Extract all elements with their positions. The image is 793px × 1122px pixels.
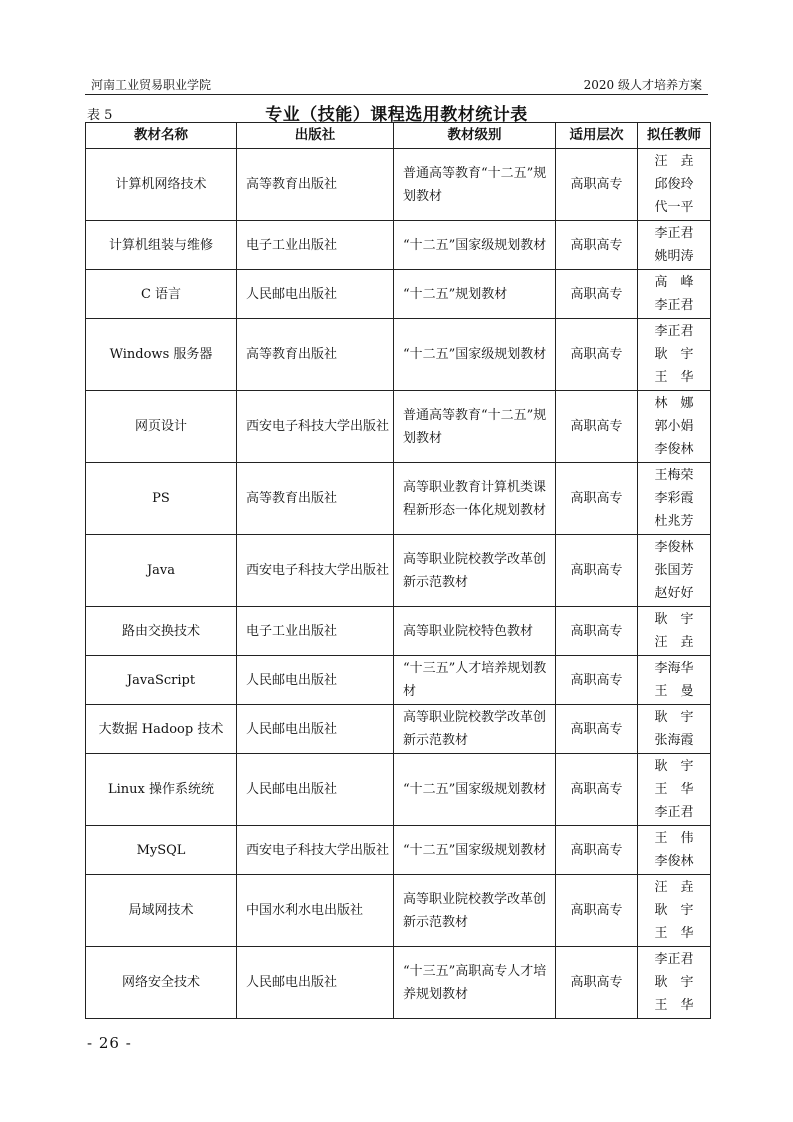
cell-publisher: 高等教育出版社 xyxy=(237,149,394,221)
cell-scope: 高职高专 xyxy=(556,463,638,535)
cell-scope: 高职高专 xyxy=(556,705,638,754)
teacher-name: 李海华 xyxy=(654,661,694,676)
cell-publisher: 人民邮电出版社 xyxy=(237,754,394,826)
teacher-name: 李正君 xyxy=(654,226,694,241)
teacher-name: 汪 垚 xyxy=(654,635,694,650)
cell-level: 高等职业院校教学改革创新示范教材 xyxy=(394,535,556,607)
cell-scope: 高职高专 xyxy=(556,607,638,656)
cell-publisher: 中国水利水电出版社 xyxy=(237,875,394,947)
teacher-name: 王 华 xyxy=(654,370,694,385)
teacher-name: 汪 垚 xyxy=(654,880,694,895)
teacher-name: 赵好好 xyxy=(654,586,694,601)
teacher-name: 王 伟 xyxy=(654,831,694,846)
cell-publisher: 西安电子科技大学出版社 xyxy=(237,391,394,463)
cell-teachers xyxy=(638,391,711,463)
table-row xyxy=(86,754,711,826)
cell-scope: 高职高专 xyxy=(556,754,638,826)
cell-scope: 高职高专 xyxy=(556,391,638,463)
cell-level: “十三五”高职高专人才培养规划教材 xyxy=(394,947,556,1019)
cell-scope: 高职高专 xyxy=(556,826,638,875)
table-header-row xyxy=(86,123,711,149)
teacher-name: 杜兆芳 xyxy=(654,514,694,529)
teacher-name: 王 华 xyxy=(654,998,694,1013)
cell-teachers xyxy=(638,947,711,1019)
cell-publisher: 高等教育出版社 xyxy=(237,463,394,535)
cell-teachers xyxy=(638,705,711,754)
table-caption xyxy=(85,100,708,125)
table-row xyxy=(86,607,711,656)
teacher-name: 王 华 xyxy=(654,926,694,941)
teacher-name: 王梅荣 xyxy=(654,468,694,483)
cell-level: 普通高等教育“十二五”规划教材 xyxy=(394,391,556,463)
teacher-name: 李彩霞 xyxy=(654,491,694,506)
cell-level: “十三五”人才培养规划教材 xyxy=(394,656,556,705)
teacher-name: 耿 宇 xyxy=(654,975,694,990)
cell-publisher: 人民邮电出版社 xyxy=(237,705,394,754)
table-row xyxy=(86,826,711,875)
teacher-name: 李正君 xyxy=(654,324,694,339)
cell-scope: 高职高专 xyxy=(556,875,638,947)
cell-level: 高等职业教育计算机类课程新形态一体化规划教材 xyxy=(394,463,556,535)
cell-textbook-name: 大数据 Hadoop 技术 xyxy=(86,705,237,754)
page-header xyxy=(85,76,708,95)
teacher-name: 张国芳 xyxy=(654,563,694,578)
cell-textbook-name: MySQL xyxy=(86,826,237,875)
cell-teachers xyxy=(638,463,711,535)
cell-textbook-name: Windows 服务器 xyxy=(86,319,237,391)
teacher-name: 张海霞 xyxy=(654,733,694,748)
cell-scope: 高职高专 xyxy=(556,319,638,391)
cell-publisher: 西安电子科技大学出版社 xyxy=(237,826,394,875)
col-header-publisher: 出版社 xyxy=(237,123,394,149)
cell-teachers xyxy=(638,149,711,221)
teacher-name: 李俊林 xyxy=(654,540,694,555)
col-header-name: 教材名称 xyxy=(86,123,237,149)
teacher-name: 耿 宇 xyxy=(654,612,694,627)
table-row xyxy=(86,705,711,754)
cell-textbook-name: 路由交换技术 xyxy=(86,607,237,656)
table-row xyxy=(86,391,711,463)
teacher-name: 李正君 xyxy=(654,298,694,313)
table-body xyxy=(86,149,711,1019)
header-program: 2020 级人才培养方案 xyxy=(583,78,702,92)
cell-scope: 高职高专 xyxy=(556,149,638,221)
teacher-name: 姚明涛 xyxy=(654,249,694,264)
table-row xyxy=(86,149,711,221)
teacher-name: 郭小娟 xyxy=(654,419,694,434)
cell-scope: 高职高专 xyxy=(556,221,638,270)
table-row xyxy=(86,535,711,607)
cell-textbook-name: 计算机组装与维修 xyxy=(86,221,237,270)
page-number: - 26 - xyxy=(87,1034,132,1052)
cell-publisher: 人民邮电出版社 xyxy=(237,656,394,705)
teacher-name: 耿 宇 xyxy=(654,347,694,362)
cell-textbook-name: 计算机网络技术 xyxy=(86,149,237,221)
cell-teachers xyxy=(638,875,711,947)
table-number: 表 5 xyxy=(87,108,113,123)
cell-level: 高等职业院校特色教材 xyxy=(394,607,556,656)
cell-level: “十二五”规划教材 xyxy=(394,270,556,319)
cell-publisher: 电子工业出版社 xyxy=(237,221,394,270)
table-row xyxy=(86,947,711,1019)
cell-scope: 高职高专 xyxy=(556,656,638,705)
teacher-name: 汪 垚 xyxy=(654,154,694,169)
teacher-name: 李俊林 xyxy=(654,442,694,457)
cell-level: “十二五”国家级规划教材 xyxy=(394,221,556,270)
cell-publisher: 人民邮电出版社 xyxy=(237,270,394,319)
cell-scope: 高职高专 xyxy=(556,270,638,319)
teacher-name: 耿 宇 xyxy=(654,903,694,918)
table-row xyxy=(86,319,711,391)
cell-textbook-name: 网络安全技术 xyxy=(86,947,237,1019)
cell-publisher: 电子工业出版社 xyxy=(237,607,394,656)
cell-teachers xyxy=(638,270,711,319)
col-header-level: 教材级别 xyxy=(394,123,556,149)
table-row xyxy=(86,875,711,947)
teacher-name: 王 华 xyxy=(654,782,694,797)
teacher-name: 林 娜 xyxy=(654,396,694,411)
teacher-name: 王 曼 xyxy=(654,684,694,699)
teacher-name: 耿 宇 xyxy=(654,710,694,725)
cell-level: 高等职业院校教学改革创新示范教材 xyxy=(394,705,556,754)
cell-level: “十二五”国家级规划教材 xyxy=(394,754,556,826)
cell-textbook-name: C 语言 xyxy=(86,270,237,319)
cell-teachers xyxy=(638,754,711,826)
cell-publisher: 人民邮电出版社 xyxy=(237,947,394,1019)
teacher-name: 代一平 xyxy=(654,200,694,215)
cell-level: “十二五”国家级规划教材 xyxy=(394,826,556,875)
teacher-name: 李正君 xyxy=(654,805,694,820)
textbook-table xyxy=(85,122,711,1019)
teacher-name: 李正君 xyxy=(654,952,694,967)
teacher-name: 高 峰 xyxy=(654,275,694,290)
cell-textbook-name: PS xyxy=(86,463,237,535)
cell-textbook-name: 局域网技术 xyxy=(86,875,237,947)
cell-teachers xyxy=(638,535,711,607)
table-title: 专业（技能）课程选用教材统计表 xyxy=(265,105,528,125)
teacher-name: 邱俊玲 xyxy=(654,177,694,192)
col-header-scope: 适用层次 xyxy=(556,123,638,149)
cell-teachers xyxy=(638,826,711,875)
cell-teachers xyxy=(638,607,711,656)
cell-publisher: 西安电子科技大学出版社 xyxy=(237,535,394,607)
teacher-name: 李俊林 xyxy=(654,854,694,869)
cell-scope: 高职高专 xyxy=(556,947,638,1019)
cell-scope: 高职高专 xyxy=(556,535,638,607)
table-row xyxy=(86,270,711,319)
col-header-teachers: 拟任教师 xyxy=(638,123,711,149)
cell-teachers xyxy=(638,221,711,270)
header-school: 河南工业贸易职业学院 xyxy=(91,78,212,92)
cell-level: 普通高等教育“十二五”规划教材 xyxy=(394,149,556,221)
table-row xyxy=(86,656,711,705)
cell-level: 高等职业院校教学改革创新示范教材 xyxy=(394,875,556,947)
teacher-name: 耿 宇 xyxy=(654,759,694,774)
cell-publisher: 高等教育出版社 xyxy=(237,319,394,391)
cell-textbook-name: 网页设计 xyxy=(86,391,237,463)
cell-textbook-name: Java xyxy=(86,535,237,607)
cell-teachers xyxy=(638,656,711,705)
table-row xyxy=(86,221,711,270)
cell-teachers xyxy=(638,319,711,391)
cell-textbook-name: Linux 操作系统统 xyxy=(86,754,237,826)
cell-level: “十二五”国家级规划教材 xyxy=(394,319,556,391)
cell-textbook-name: JavaScript xyxy=(86,656,237,705)
table-row xyxy=(86,463,711,535)
